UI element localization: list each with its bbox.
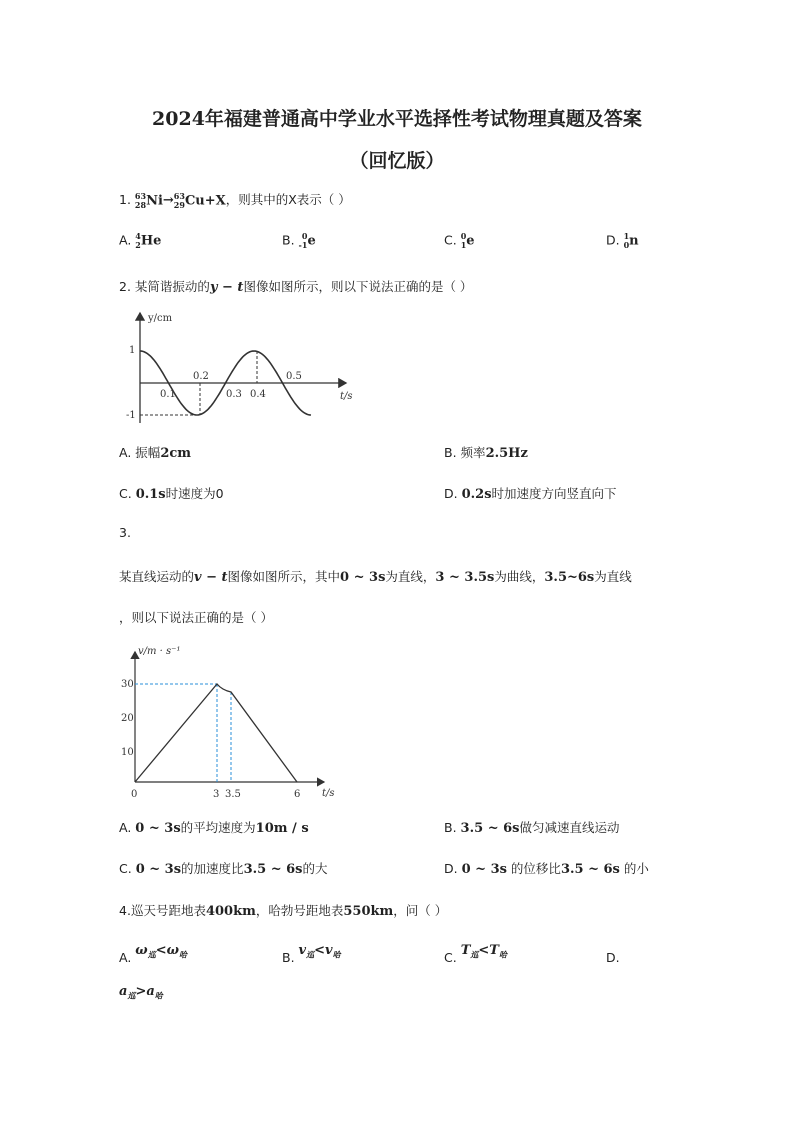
y-tick-10: 10 [121, 747, 134, 758]
x-tick-3.5: 3.5 [225, 789, 241, 800]
tick-0.5: 0.5 [286, 371, 302, 382]
x-axis-label: t/s [340, 391, 353, 402]
q3-option-b[interactable]: B. 3.5 ~ 6s做匀减速直线运动 [444, 820, 620, 836]
q2-option-a[interactable]: A. 振幅2cm [119, 445, 192, 461]
tick-0.4: 0.4 [250, 389, 266, 400]
tick-0.3: 0.3 [226, 389, 242, 400]
x-tick-6: 6 [294, 789, 301, 800]
q3-option-a[interactable]: A. 0 ~ 3s的平均速度为10m / s [119, 820, 309, 836]
x-axis-label: t/s [322, 788, 335, 799]
q1-option-d[interactable]: D. 1 0 n [606, 231, 639, 250]
y-tick-20: 20 [121, 713, 134, 724]
q3-option-d[interactable]: D. 0 ~ 3s 的位移比3.5 ~ 6s 的小 [444, 861, 649, 877]
question-number: 1. [119, 192, 131, 207]
reaction-arrow: → [162, 193, 174, 208]
q4-option-c[interactable]: C. $T_巡<T_哈$ [444, 943, 507, 965]
q4-option-a[interactable]: A. $\omega_巡<\omega_哈$ [119, 943, 187, 965]
question-3-number: 3. [119, 525, 131, 540]
vt-graph [118, 640, 348, 802]
question-3-stem-line1: 某直线运动的v − t图像如图所示，其中0 ~ 3s为直线，3 ~ 3.5s为曲线，3.5~6s为直线 [119, 569, 632, 585]
tick-0.2: 0.2 [193, 371, 209, 382]
q1-option-b[interactable]: B. 0 -1 e [282, 231, 316, 250]
x-tick-0: 0 [131, 789, 138, 800]
q3-option-c[interactable]: C. 0 ~ 3s的加速度比3.5 ~ 6s的大 [119, 861, 328, 877]
shm-graph [118, 305, 358, 430]
q4-option-b[interactable]: B. $v_巡<v_哈$ [282, 943, 341, 965]
question-4-stem: 4.巡天号距地表400km，哈勃号距地表550km，问（ ） [119, 903, 448, 919]
q1-option-a[interactable]: A. 4 2 He [119, 231, 162, 250]
nuclide-cu: 63 29 Cu+X [173, 190, 226, 210]
y-axis-label: y/cm [148, 313, 173, 324]
q2-option-d[interactable]: D. 0.2s时加速度方向竖直向下 [444, 486, 617, 502]
tick-0.1: 0.1 [160, 389, 176, 400]
vt-curve [135, 684, 297, 782]
page-subtitle: （回忆版） [349, 150, 445, 172]
y-tick-1: 1 [129, 345, 136, 356]
question-2-stem: 2. 某简谐振动的y − t图像如图所示，则以下说法正确的是（ ） [119, 279, 473, 295]
question-3-stem-line2: ，则以下说法正确的是（ ） [119, 610, 273, 625]
q2-option-b[interactable]: B. 频率2.5Hz [444, 445, 528, 461]
q2-option-c[interactable]: C. 0.1s时速度为0 [119, 486, 224, 502]
y-axis-label: v/m · s⁻¹ [138, 646, 181, 657]
question-1-stem: 1. 63 28 Ni→ 63 29 Cu+X，则其中的X表示（ ） [119, 190, 351, 210]
y-tick-neg1: -1 [126, 410, 136, 421]
x-tick-3: 3 [213, 789, 220, 800]
y-tick-30: 30 [121, 679, 134, 690]
nuclide-ni: 63 28 Ni [134, 190, 163, 210]
q4-option-d[interactable]: $a_巡>a_哈$ [119, 984, 163, 1001]
page-title: 2024年福建普通高中学业水平选择性考试物理真题及答案 [152, 108, 642, 130]
q4-option-d-label[interactable]: D. [606, 950, 620, 965]
q1-option-c[interactable]: C. 0 1 e [444, 231, 475, 250]
